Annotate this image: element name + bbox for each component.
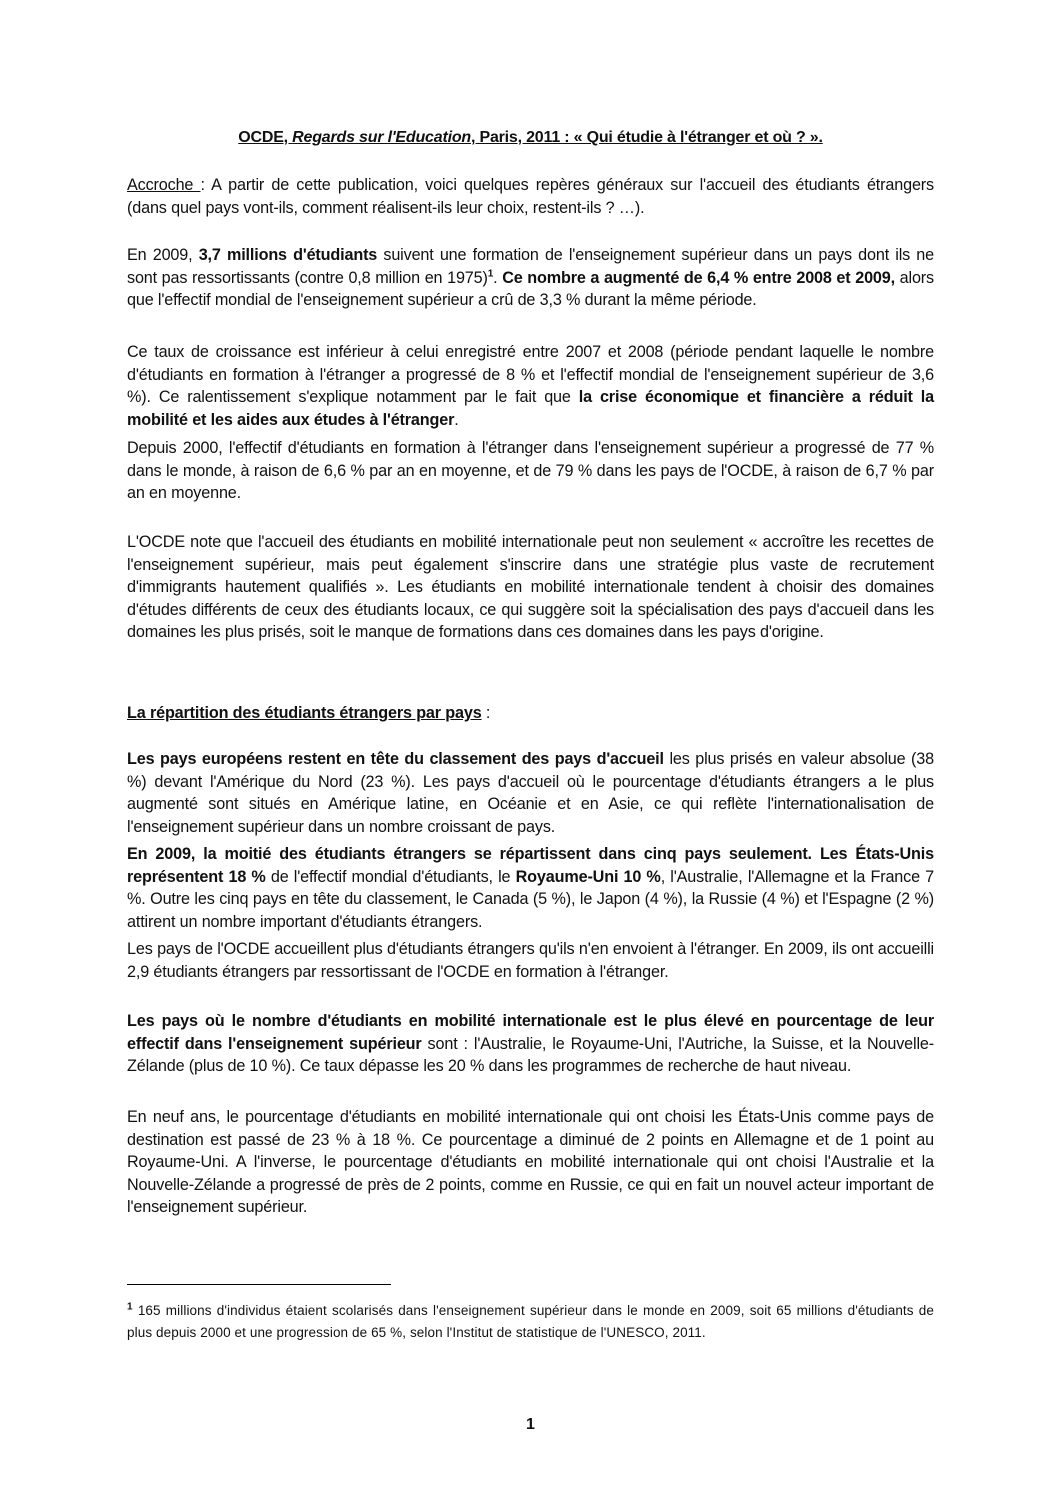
- title-org: OCDE,: [238, 129, 293, 146]
- pourcentage-bold: Les pays où le nombre d'étudiants en mobilité internationale est le plus élevé en pourcentage de leur effectif dans l'enseignement supérieur: [127, 1012, 934, 1053]
- accroche-label: Accroche: [127, 176, 201, 194]
- croissance-paragraph: [127, 341, 934, 431]
- accueillent-paragraph: Les pays de l'OCDE accueillent plus d'étudiants étrangers qu'ils n'en envoient à l'étranger. En 2009, ils ont accueilli 2,9 étudiants étrangers par ressortissant de l'OCDE en formation à l'étranger.: [127, 940, 934, 981]
- footnote-reference: 1: [487, 268, 494, 280]
- footnote-text: 165 millions d'individus étaient scolarisés dans l'enseignement supérieur dans le monde en 2009, soit 65 millions d'étudiants de plus depuis 2000 et une progression de 65 %, selon l'Institut de statistique de l'UNESCO, 2011.: [127, 1303, 934, 1340]
- croissance-text-1: Ce taux de croissance est inférieur à celui enregistré entre 2007 et 2008 (période pendant laquelle le nombre d'étudiants en formation à l'étranger a progressé de 8 % et l'effectif mondial de l'enseignement supérieur de 3,6 %). Ce ralentissement s'explique notamment par le fait que: [127, 343, 934, 407]
- moitie-text-2: , l'Australie, l'Allemagne et la France 7 %. Outre les cinq pays en tête du classement, le Canada (5 %), le Japon (4 %), la Russie (4 %) et l'Espagne (2 %) attirent un nombre important d'étudiants étrangers.: [127, 867, 935, 931]
- intro-text-3: .: [493, 268, 503, 287]
- moitie-paragraph: [127, 843, 934, 933]
- accroche-paragraph: [127, 174, 934, 219]
- neuf-ans-paragraph: En neuf ans, le pourcentage d'étudiants en mobilité internationale qui ont choisi les États-Unis comme pays de destination est passé de 23 % à 18 %. Ce pourcentage a diminué de 2 points en Allemagne et de 1 point au Royaume-Uni. A l'inverse, le pourcentage d'étudiants en mobilité internationale qui ont choisi l'Australie et la Nouvelle-Zélande a progressé de près de 2 points, comme en Russie, ce qui en fait un nouvel acteur important de l'enseignement supérieur.: [127, 1108, 934, 1217]
- depuis-paragraph: Depuis 2000, l'effectif d'étudiants en formation à l'étranger dans l'enseignement supérieur a progressé de 77 % dans le monde, à raison de 6,6 % par an en moyenne, et de 79 % dans les pays de l'OCDE, à raison de 6,7 % par an en moyenne.: [127, 439, 934, 503]
- europe-paragraph: [127, 748, 934, 838]
- intro-text-4: alors que l'effectif mondial de l'enseignement supérieur a crû de 3,3 % durant la même période.: [127, 268, 934, 310]
- europe-text: les plus prisés en valeur absolue (38 %) devant l'Amérique du Nord (23 %). Les pays d'accueil où le pourcentage d'étudiants étrangers a le plus augmenté sont situés en Amérique latine, en Océanie et en Asie, ce qui reflète l'internationalisation de l'enseignement supérieur dans un nombre croissant de pays.: [127, 750, 934, 836]
- title-publication: Regards sur l'Education: [292, 129, 471, 146]
- croissance-text-2: .: [454, 410, 459, 429]
- pourcentage-paragraph: [127, 1010, 934, 1078]
- section-heading: [127, 702, 934, 725]
- intro-bold-2: Ce nombre a augmenté de 6,4 % entre 2008 et 2009,: [502, 268, 895, 287]
- intro-paragraph: [127, 244, 934, 312]
- intro-text-1: En 2009,: [127, 246, 199, 264]
- moitie-text-1: de l'effectif mondial d'étudiants, le: [265, 867, 516, 886]
- moitie-bold-1: En 2009, la moitié des étudiants étrangers se répartissent dans cinq pays seulement. Les États-Unis représentent 18 %: [127, 845, 934, 886]
- footnote-marker: 1: [127, 1301, 133, 1313]
- moitie-bold-2: Royaume-Uni 10 %: [515, 867, 661, 886]
- pourcentage-text: sont : l'Australie, le Royaume-Uni, l'Autriche, la Suisse, et la Nouvelle-Zélande (plus de 10 %). Ce taux dépasse les 20 % dans les programmes de recherche de haut niveau.: [127, 1034, 934, 1076]
- ocde-note-paragraph: L'OCDE note que l'accueil des étudiants en mobilité internationale peut non seulement « accroître les recettes de l'enseignement supérieur, mais peut également s'inscrire dans une stratégie plus vaste de recrutement d'immigrants hautement qualifiés ». Les étudiants en mobilité internationale tendent à choisir des domaines d'études différents de ceux des étudiants locaux, ce qui suggère soit la spécialisation des pays d'accueil dans les domaines les plus prisés, soit le manque de formations dans ces domaines dans les pays d'origine.: [127, 533, 934, 642]
- document-title: [127, 129, 934, 147]
- accroche-text: : A partir de cette publication, voici quelques repères généraux sur l'accueil des étudiants étrangers (dans quel pays vont-ils, comment réalisent-ils leur choix, restent-ils ? …).: [127, 176, 934, 217]
- europe-bold: Les pays européens restent en tête du classement des pays d'accueil: [127, 750, 664, 768]
- footnote: [127, 1300, 934, 1344]
- title-rest: , Paris, 2011 : « Qui étudie à l'étranger et où ? ».: [470, 129, 823, 146]
- intro-bold-1: 3,7 millions d'étudiants: [198, 246, 378, 264]
- croissance-bold: la crise économique et financière a réduit la mobilité et les aides aux études à l'étranger: [127, 388, 934, 429]
- section-heading-colon: :: [481, 704, 491, 722]
- page-number: 1: [526, 1416, 535, 1433]
- intro-text-2: suivent une formation de l'enseignement supérieur dans un pays dont ils ne sont pas ressortissants (contre 0,8 million en 1975): [127, 246, 935, 287]
- section-heading-text: La répartition des étudiants étrangers par pays: [127, 704, 482, 722]
- footnote-separator: [127, 1284, 391, 1285]
